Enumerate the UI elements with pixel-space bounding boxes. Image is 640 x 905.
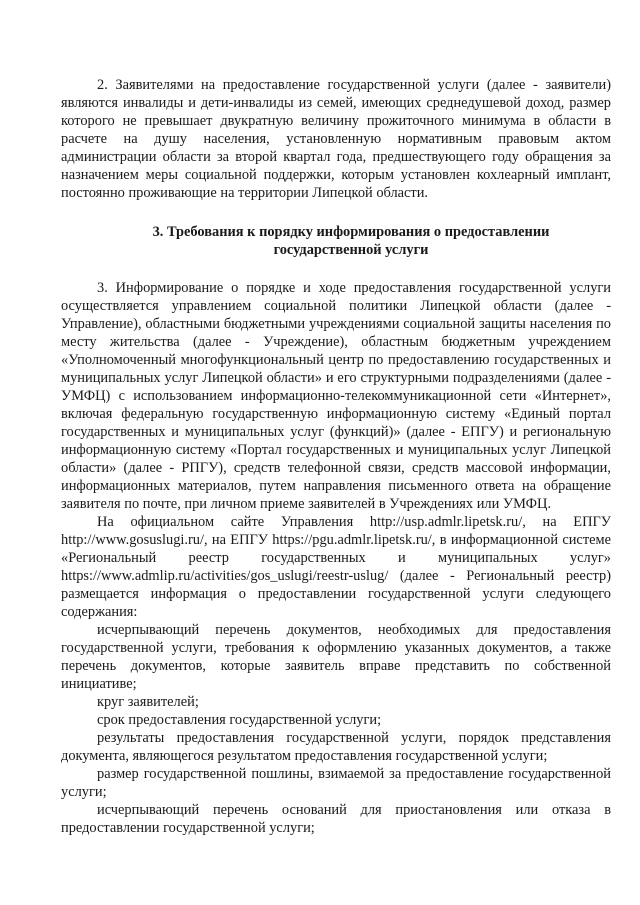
paragraph-applicants-definition: 2. Заявителями на предоставление государственной услуги (далее - заявители) являются инвалиды и дети-инвалиды из семей, имеющих среднедушевой доход, размер которого не превышает двукратную величину прожиточного минимума в области в расчете на душу населения, установленную нормативным правовым актом администрации области за второй квартал года, предшествующего году обращения за назначением меры социальной поддержки, которым установлен кохлеарный имплант, постоянно проживающие на территории Липецкой области. xyxy=(61,77,611,201)
list-item-state-duty: размер государственной пошлины, взимаемой за предоставление государственной услуги; xyxy=(61,766,611,800)
list-item-results: результаты предоставления государственной услуги, порядок представления документа, являющегося результатом предоставления государственной услуги; xyxy=(61,730,611,764)
document-page xyxy=(61,76,611,837)
list-item-term: срок предоставления государственной услуги; xyxy=(97,712,382,728)
section-heading: 3. Требования к порядку информирования о предоставлении государственной услуги xyxy=(152,224,550,258)
list-item-documents: исчерпывающий перечень документов, необходимых для предоставления государственной услуги, требования к оформлению указанных документов, а также перечень документов, которые заявитель вправе представить по собственной инициативе; xyxy=(61,622,611,692)
list-item-refusal-grounds: исчерпывающий перечень оснований для приостановления или отказа в предоставлении государственной услуги; xyxy=(61,802,611,836)
paragraph-official-site: На официальном сайте Управления http://usp.admlr.lipetsk.ru/, на ЕПГУ http://www.gosuslugi.ru/, на ЕПГУ https://pgu.admlr.lipetsk.ru/, в информационной системе «Региональный реестр государственных и муниципальных услуг» https://www.admlip.ru/activities/gos_uslugi/reestr-uslug/ (далее - Региональный реестр) размещается информация о предоставлении государственной услуги следующего содержания: xyxy=(61,514,611,620)
paragraph-informing: 3. Информирование о порядке и ходе предоставления государственной услуги осуществляется управлением социальной политики Липецкой области (далее - Управление), областными бюджетными учреждениями социальной защиты населения по месту жительства (далее - Учреждение), областным бюджетным учреждением «Уполномоченный многофункциональный центр по предоставлению государственных и муниципальных услуг Липецкой области» и его структурными подразделениями (далее - УМФЦ) с использованием информационно-телекоммуникационной сети «Интернет», включая федеральную государственную информационную систему «Единый портал государственных и муниципальных услуг (функций)» (далее - ЕПГУ) и региональную информационную систему «Портал государственных и муниципальных услуг Липецкой области» (далее - РПГУ), средств телефонной связи, средств массовой информации, информационных материалов, путем направления письменного ответа на обращение заявителя по почте, при личном приеме заявителей в Учреждениях или УМФЦ. xyxy=(61,280,611,512)
list-item-applicants: круг заявителей; xyxy=(97,694,199,710)
